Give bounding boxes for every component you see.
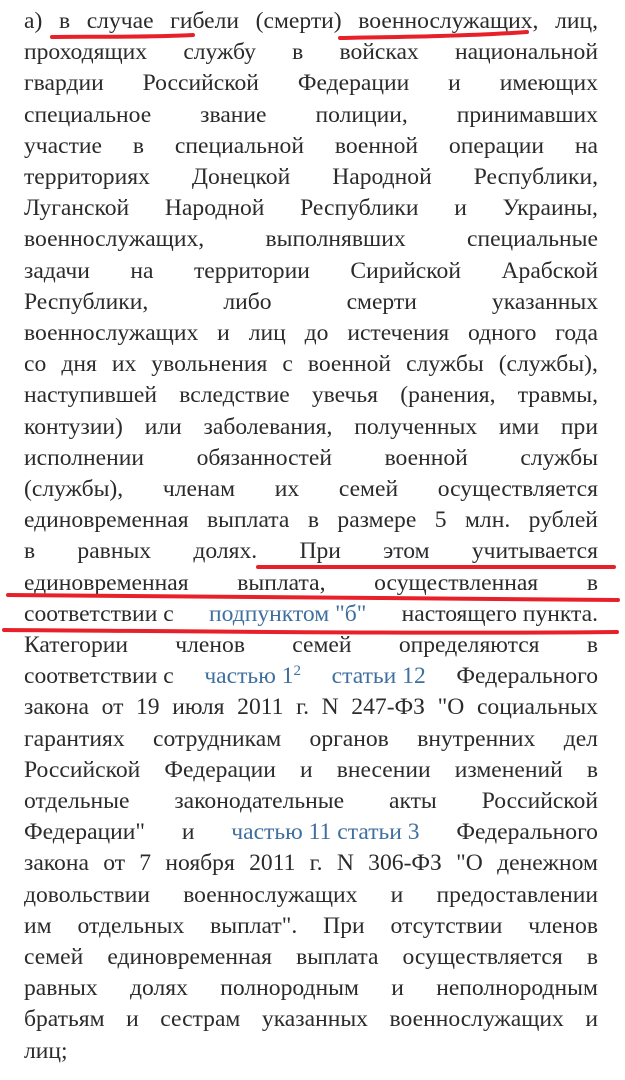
text-line: [24, 1036, 598, 1067]
word: военнослужащих: [24, 320, 199, 346]
word: лиц: [248, 320, 286, 346]
word: в: [586, 632, 598, 658]
text-line: [24, 817, 598, 848]
word: специальное: [24, 101, 152, 128]
word: братьям: [24, 1006, 105, 1033]
word: членов: [528, 912, 598, 939]
word: года: [555, 320, 598, 346]
word: одного: [467, 320, 537, 346]
word: на: [130, 257, 154, 284]
word: принимавших: [456, 101, 598, 128]
word: денежном: [497, 850, 598, 877]
word: Федерального: [456, 819, 598, 846]
text-line: [24, 349, 598, 380]
word: довольствии: [24, 881, 150, 908]
word: (службы),: [24, 476, 124, 502]
word: Луганской: [24, 195, 130, 222]
word: Федерации: [297, 70, 410, 97]
text-line: [24, 474, 598, 505]
word: настоящего пункта.: [401, 600, 598, 627]
word: N: [336, 850, 354, 877]
word: участие: [24, 132, 103, 159]
word: семей: [338, 476, 399, 502]
word: Народной: [332, 164, 432, 190]
word: Республики,: [24, 288, 149, 315]
word: органов: [309, 725, 389, 752]
word: соответствии с: [24, 663, 174, 690]
text-line: [24, 755, 598, 786]
text-line: [24, 1004, 598, 1035]
word: службу: [183, 39, 256, 66]
word: заболевания,: [203, 413, 333, 440]
text-line: [24, 162, 598, 193]
text-line: [24, 131, 598, 162]
word: N: [321, 694, 339, 721]
word: проходящих: [24, 39, 148, 66]
word: этом: [383, 538, 430, 565]
word: службы: [520, 444, 598, 471]
word: в: [24, 538, 36, 565]
word: наступившей: [24, 382, 158, 409]
word: (службы),: [498, 351, 598, 378]
text-line: [24, 942, 598, 973]
word: ими: [498, 413, 540, 440]
word: им: [24, 912, 52, 939]
word: войсках: [339, 39, 419, 66]
word: 2011: [237, 694, 284, 721]
word: (смерти): [255, 8, 342, 34]
word: операции: [448, 132, 544, 159]
word: Арабской: [501, 257, 598, 284]
word: дня: [61, 351, 97, 378]
word: определяются: [398, 632, 540, 658]
word: лиц;: [24, 1037, 68, 1064]
text-line: [24, 380, 598, 411]
word: военнослужащих: [389, 1006, 564, 1033]
word: равных: [24, 975, 98, 1002]
word: внесении: [336, 756, 431, 783]
word: смерти: [346, 288, 417, 315]
word: вследствие: [179, 382, 290, 409]
word: 2011: [249, 850, 296, 877]
word: дел: [563, 725, 598, 752]
word: млн.: [465, 507, 511, 534]
word: от: [101, 694, 124, 721]
text-line: [24, 661, 598, 692]
word: истечения: [347, 320, 450, 346]
word: Федерального: [456, 663, 598, 690]
word: Республики: [300, 195, 419, 222]
text-line: [24, 287, 598, 318]
word: увечья: [311, 382, 379, 409]
text-line: [24, 973, 598, 1004]
word: в: [586, 756, 598, 783]
text-line: [24, 505, 598, 536]
superscript-link[interactable]: 2: [293, 663, 302, 680]
word: изменений: [454, 756, 563, 783]
text-line: [24, 911, 598, 942]
word: указанных: [491, 288, 598, 315]
word: до: [304, 320, 329, 346]
word: г.: [309, 850, 323, 877]
word: с: [282, 351, 293, 378]
word: отдельных: [77, 912, 185, 939]
word: Федерации": [24, 819, 146, 846]
word: неполнородным: [436, 975, 598, 1002]
word: в: [586, 569, 598, 596]
word: военнослужащих,: [24, 226, 205, 253]
word: социальных: [476, 694, 598, 721]
word: членов: [175, 632, 245, 658]
text-line: [24, 786, 598, 817]
word: их: [111, 351, 137, 378]
word: при: [560, 413, 598, 440]
word: закона: [24, 850, 89, 877]
text-line: [24, 193, 598, 224]
word: полученных: [354, 413, 478, 440]
word: военнослужащих: [183, 881, 358, 908]
word: сестрам: [160, 1006, 241, 1033]
word: службы: [406, 351, 484, 378]
word: Категории: [24, 632, 129, 658]
word: выплата,: [237, 569, 326, 596]
word: военной: [384, 444, 468, 471]
word: военной: [334, 132, 419, 159]
word: полнородным: [220, 975, 359, 1002]
word: травмы,: [517, 382, 598, 409]
word: полиции,: [315, 101, 408, 128]
word: выполнявших: [265, 226, 406, 253]
word: 247-ФЗ: [351, 694, 426, 721]
word: территории: [194, 257, 310, 284]
word: внутренних: [417, 725, 536, 752]
word: единовременная: [107, 944, 272, 970]
word: и: [448, 70, 461, 97]
word: Российской: [142, 70, 259, 97]
word: со: [24, 351, 47, 378]
word: рублей: [528, 507, 598, 534]
word: акты: [389, 788, 437, 814]
word: их: [274, 476, 300, 502]
word: осуществляется: [402, 944, 563, 970]
word: и: [391, 975, 404, 1002]
text-line: [24, 224, 598, 255]
word: на: [574, 132, 598, 159]
word: имеющих: [499, 70, 598, 97]
word: гибели: [170, 8, 240, 34]
word: лиц,: [555, 8, 598, 34]
word: и: [217, 320, 230, 346]
word: июля: [172, 694, 225, 721]
word: национальной: [454, 39, 598, 66]
text-line: [24, 568, 598, 599]
word: звание: [200, 101, 267, 128]
word: в: [292, 39, 304, 66]
word: предоставлении: [436, 881, 598, 908]
word: или: [144, 413, 182, 440]
word: увольнения: [151, 351, 268, 378]
text-line: [24, 100, 598, 131]
word: гвардии: [24, 70, 104, 97]
legal-reference-link[interactable]: подпунктом "б": [208, 600, 367, 627]
word: отсутствии: [390, 912, 503, 939]
word: осуществленная: [374, 569, 539, 596]
word: военнослужащих,: [358, 8, 539, 34]
word: Народной: [164, 195, 265, 222]
word: Сирийской: [350, 257, 461, 284]
word: и: [390, 881, 404, 908]
word: г.: [296, 694, 309, 721]
word: учитывается: [471, 538, 598, 565]
word: Российской: [481, 788, 598, 814]
word: гарантиях: [24, 725, 125, 752]
word: сотрудникам: [153, 725, 282, 752]
text-line: [24, 37, 598, 68]
word: членам: [162, 476, 236, 502]
word: Республики,: [473, 164, 598, 190]
word: (ранения,: [400, 382, 496, 409]
text-line: [24, 630, 598, 661]
word: законодательные: [174, 788, 345, 814]
word: исполнении: [24, 444, 144, 471]
word: ноября: [165, 850, 235, 877]
text-line: [24, 256, 598, 287]
text-line: [24, 724, 598, 755]
word: отдельные: [24, 788, 130, 814]
word: в: [307, 507, 319, 534]
text-line: [24, 68, 598, 99]
word: военной: [307, 351, 392, 378]
word: выплата: [207, 507, 290, 534]
word: и: [299, 756, 313, 783]
word: выплата: [296, 944, 379, 970]
legal-reference-link[interactable]: статьи 12: [331, 663, 426, 690]
word: Российской: [24, 756, 141, 783]
text-line: [24, 443, 598, 474]
word: единовременная: [24, 569, 189, 596]
word: долях.: [193, 538, 258, 565]
word: специальные: [466, 226, 598, 253]
word: в: [586, 944, 598, 970]
word: и: [585, 1006, 598, 1033]
word: территориях: [24, 164, 150, 190]
word: либо: [223, 288, 272, 315]
word: Федерации: [164, 756, 276, 783]
word: от: [103, 850, 126, 877]
word: указанных: [261, 1006, 368, 1033]
word: Украины,: [502, 195, 598, 222]
word: и: [126, 1006, 139, 1033]
word: осуществляется: [437, 476, 598, 502]
word: а): [24, 8, 43, 34]
word: 5: [434, 507, 447, 534]
word: 306-ФЗ: [368, 850, 442, 877]
word: задачи: [24, 257, 90, 284]
text-line: [24, 412, 598, 443]
word: долях: [130, 975, 188, 1002]
word: контузии): [24, 413, 123, 440]
word: соответствии с: [24, 600, 174, 627]
text-line: [24, 848, 598, 879]
word: обязанностей: [196, 444, 332, 471]
word: При: [323, 912, 365, 939]
word: размере: [337, 507, 417, 534]
word: Донецкой: [191, 164, 291, 190]
word: специальной: [174, 132, 304, 159]
text-line: [24, 318, 598, 349]
word: 19: [136, 694, 160, 721]
legal-reference-link[interactable]: частью 11 статьи 3: [231, 819, 420, 846]
link-with-superscript[interactable]: [204, 661, 301, 692]
word: равных: [77, 538, 152, 565]
word: и: [454, 195, 467, 222]
word: и: [181, 819, 195, 846]
word: При: [299, 538, 341, 565]
text-line: [24, 880, 598, 911]
word: закона: [24, 694, 89, 721]
legal-reference-link[interactable]: частью 1: [204, 663, 294, 690]
word: "О: [437, 694, 465, 721]
word: выплат".: [210, 912, 298, 939]
word: единовременная: [24, 507, 189, 534]
word: "О: [456, 850, 483, 877]
text-line: [24, 599, 598, 630]
word: случае: [86, 8, 154, 34]
word: в: [58, 8, 71, 34]
word: 7: [139, 850, 152, 877]
word: семей: [292, 632, 352, 658]
word: семей: [24, 944, 84, 970]
text-line: [24, 536, 598, 567]
word: в: [132, 132, 145, 159]
text-line: [24, 6, 598, 37]
text-line: [24, 692, 598, 723]
